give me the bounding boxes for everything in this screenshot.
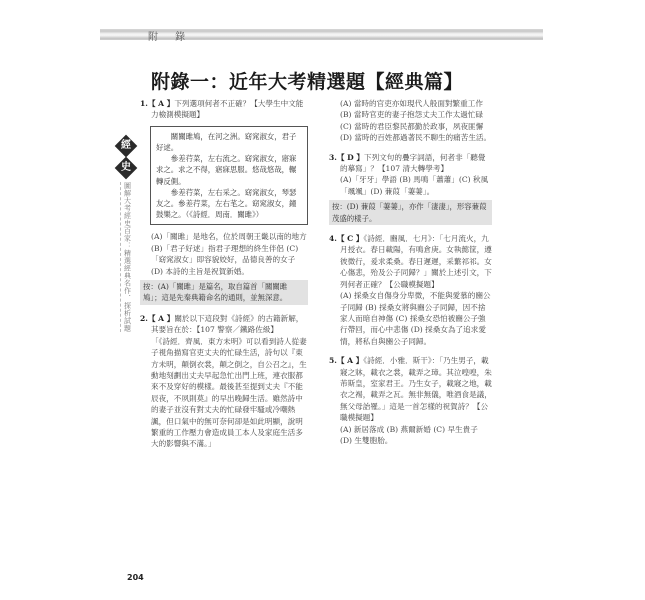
question-prompt: 1.【 A 】下列選項何者不正確？【大學生中文能力檢測模擬題】	[140, 99, 304, 120]
answer-key: 【 A 】	[147, 313, 175, 323]
question-prompt: 3.【 D 】下列文句的疊字詞語，何者非「聽覺的摹寫」？【107 清大轉學考】	[329, 152, 486, 174]
answer-key: 【 A 】	[336, 356, 364, 366]
question-options: (A) 採桑女自傷身分卑微，不能與愛慕的豳公子同歸 (B) 採桑女將與豳公子同歸，因不捨家人而暗自神傷 (C) 採桑女恐怕被豳公子強行帶回，而心中悲傷 (D) 採桑女為了追求愛情，將私自與豳公子同歸。	[340, 291, 491, 346]
question-options: (A) 新居落成 (B) 燕爾新婚 (C) 早生貴子 (D) 生雙胞胎。	[340, 424, 478, 445]
question-2	[140, 313, 308, 450]
emblem-icon: 史	[115, 157, 138, 180]
question-2-options	[329, 98, 492, 144]
question-options: (A)「牙牙」學語 (B) 馬鳴「蕭蕭」(C) 秋風「颯颯」(D) 蒹葭「萋萋」。	[340, 175, 489, 196]
answer-key: 【 A 】	[147, 99, 175, 108]
answer-key: 【 D 】	[336, 152, 364, 162]
question-options: (A)「關雎」是地名，位於周朝王畿以南的地方 (B)「君子好逑」指君子理想的終生伴侶 (C)「窈窕淑女」即容貌姣好，品德良善的女子 (D) 本詩的主旨是祝賀新婚。	[151, 232, 307, 276]
question-prompt: 2.【 A 】關於以下這段對《詩經》的古籍新解，其要旨在於：【107 警察／鐵路佐級】	[140, 313, 304, 335]
question-prompt: 4.【 C 】《詩經．豳風．七月》：「七月流火，九月授衣。春日載陽，有鳴倉庚。女執懿筐，遵彼微行，爰求柔桑。春日遲遲，采蘩祁祁。女心傷悲，殆及公子同歸？」關於上述引文，下列何者正確？【公職模擬題】	[329, 234, 492, 289]
page-title: 附錄一：近年大考精選題【經典篇】	[151, 71, 464, 93]
question-5	[329, 355, 492, 446]
left-column	[140, 98, 308, 458]
question-3	[329, 152, 492, 225]
page-number: 204	[127, 573, 144, 582]
question-passage: 「《詩經．齊風．東方未明》可以看到詩人從妻子視角描寫官吏丈夫的忙碌生活，詩句以『東方未明，顛倒衣裳，顛之倒之，自公召之』，生動地刻劃出丈夫早起急忙出門上班，連衣服都來不及穿好的模樣。最後甚至提到丈夫『不能辰夜，不夙則莫』的早出晚歸生活。雖然詩中的妻子並沒有對丈夫的忙碌發牢騷或冷嘲熱諷，但口氣中的無可奈何卻是如此明顯，說明繁重的工作壓力會造成員工本人及家庭生活多大的影響與不滿。」	[151, 336, 307, 449]
answer-note: 按：(D) 蒹葭「萋萋」，亦作「淒淒」，形容蒹葭茂盛的樣子。	[329, 200, 492, 225]
side-vertical-text: 圖解大考經史百家：精選經典名作．探析試題	[120, 182, 133, 332]
poem-box: 關關雎鳩，在河之洲。窈窕淑女，君子好逑。 參差荇菜，左右流之。窈窕淑女，寤寐求之。求之不得，寤寐思服。悠哉悠哉，輾轉反側。 參差荇菜，左右采之。窈窕淑女，琴瑟友之。參差荇菜，左右芼之。窈窕淑女，鐘鼓樂之。（《詩經．周南．關雎》）	[150, 126, 308, 226]
question-1	[140, 98, 308, 305]
question-prompt: 5.【 A 】《詩經．小雅．斯干》：「乃生男子，載寢之牀，載衣之裳，載弄之璋。其泣喤喤，朱芾斯皇，室家君王。乃生女子，載寢之地，載衣之裼，載弄之瓦。無非無儀，唯酒食是議，無父母詒罹。」這是一首怎樣的祝賀詩？【公職模擬題】	[329, 356, 492, 423]
side-tab	[114, 135, 138, 332]
answer-note: 按：(A)「關雎」是篇名，取自篇首「關關雎鳩」；這是先秦典籍命名的通則，並無深意。	[140, 280, 308, 305]
emblem-icon: 經	[115, 135, 138, 158]
right-column	[329, 98, 492, 454]
question-4	[329, 233, 492, 347]
running-header-label: 附 錄	[148, 32, 193, 43]
question-options: (A) 當時的官吏亦如現代人般面對繁重工作 (B) 當時官吏的妻子抱怨丈夫工作太過忙碌 (C) 當時的君臣黎民都勤於政事，夙夜匪懈 (D) 當時的百姓都過著民不聊生的痛苦生活。	[340, 99, 492, 143]
answer-key: 【 C 】	[336, 234, 364, 244]
